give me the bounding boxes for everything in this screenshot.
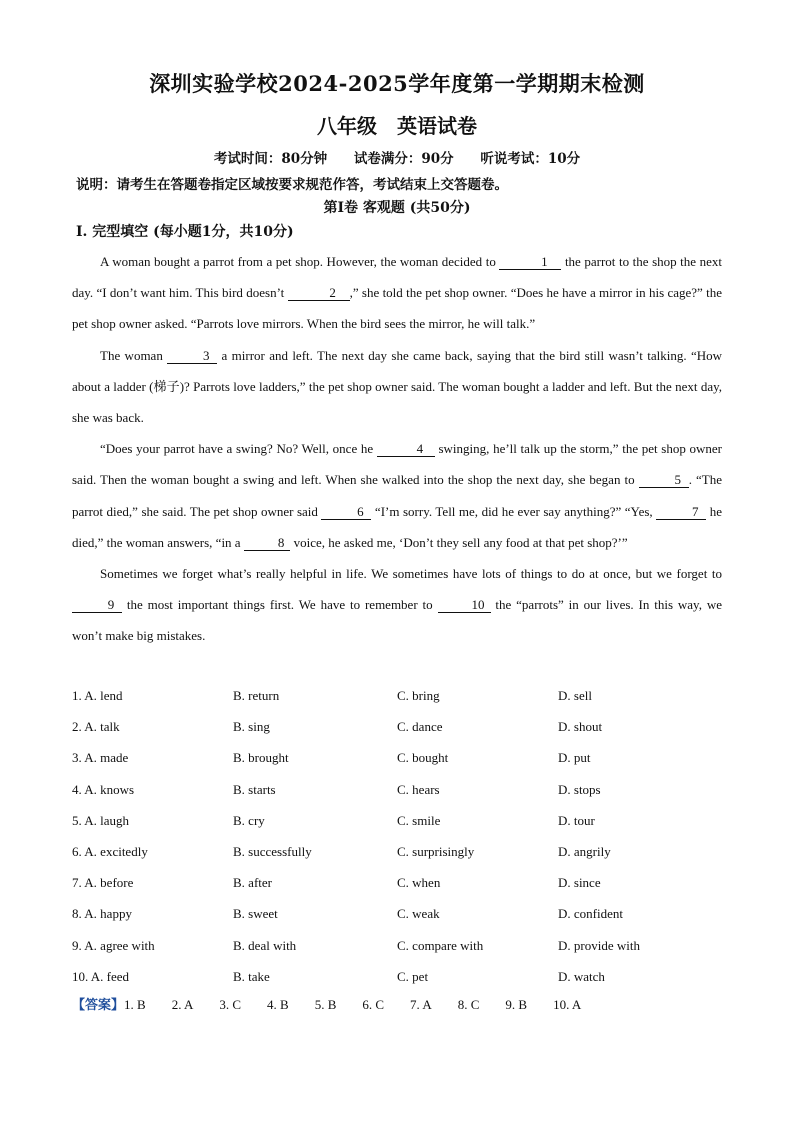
- option-a: 10. A. feed: [72, 968, 130, 984]
- option-d: D. sell: [558, 688, 592, 703]
- passage-text: the “parrots” in our lives. In this way, we won’t make big mistakes.: [72, 597, 722, 644]
- option-d: D. put: [558, 750, 591, 766]
- option-row: [72, 711, 722, 742]
- option-b: B. sing: [233, 719, 270, 735]
- passage-paragraph-3: [72, 433, 722, 558]
- passage-text: Sometimes we forget what’s really helpful in life. We sometimes have lots of things to do at once, but we forget to: [100, 566, 722, 582]
- blank-6: 6: [321, 505, 371, 520]
- option-row: [72, 742, 722, 773]
- blank-3: 3: [167, 349, 217, 364]
- option-c: C. when: [397, 875, 441, 891]
- passage-text: the most important things first. We have to remember to: [122, 597, 438, 613]
- passage-text: the parrot to the shop the next day. “I don’t want him. This bird doesn’t: [72, 254, 722, 301]
- option-d: D. provide with: [558, 937, 640, 953]
- passage-text: voice, he asked me, ‘Don’t they sell any food at that pet shop?’”: [290, 534, 628, 550]
- passage-text: . “The parrot died,” she said. The pet shop owner said: [72, 472, 722, 519]
- passage-paragraph-4: [72, 558, 722, 652]
- answer-item: 8. C: [457, 997, 480, 1012]
- option-d: D. watch: [558, 968, 605, 984]
- answer-item: 9. B: [505, 997, 528, 1012]
- option-b: B. after: [233, 875, 272, 891]
- exam-subtitle: [0, 110, 794, 139]
- blank-5: 5: [639, 473, 689, 488]
- answer-item: 10. A: [553, 997, 582, 1012]
- grade-label: 八年级: [317, 114, 377, 138]
- listening-score: 听说考试：10分: [480, 151, 581, 167]
- option-b: B. deal with: [233, 937, 297, 953]
- answer-item: 4. B: [267, 997, 289, 1012]
- option-b: B. take: [233, 968, 270, 984]
- passage-text: “I’m sorry. Tell me, did he ever say anything?” “Yes,: [371, 503, 657, 519]
- blank-9: 9: [72, 598, 122, 613]
- option-d: D. stops: [558, 781, 601, 797]
- option-c: C. compare with: [397, 937, 484, 953]
- option-row: [72, 961, 722, 992]
- option-c: C. weak: [397, 906, 440, 922]
- passage-text: he died,” the woman answers, “in a: [72, 503, 722, 550]
- passage-text: A woman bought a parrot from a pet shop. However, the woman decided to: [100, 254, 500, 269]
- section-title: Ⅰ. 完型填空 (每小题1分，共10分): [76, 224, 294, 240]
- option-row: [72, 680, 722, 711]
- option-a: 6. A. excitedly: [72, 843, 148, 859]
- instructions: 说明：请考生在答题卷指定区域按要求规范作答，考试结束上交答题卷。: [76, 177, 508, 193]
- passage-text: The woman: [100, 347, 168, 363]
- option-a: 7. A. before: [72, 875, 134, 891]
- option-a: 9. A. agree with: [72, 937, 155, 953]
- option-c: C. hears: [397, 781, 440, 797]
- exam-title: 深圳实验学校2024-2025学年度第一学期期末检测: [149, 71, 645, 96]
- option-b: B. starts: [233, 781, 276, 797]
- answer-item: 6. C: [362, 997, 385, 1012]
- passage-text: a mirror and left. The next day she came back, saying that the bird still wasn’t talking. “How about a ladder (梯子)? Parrots love ladders,” the pet shop owner said. The woman bought a ladder and left. But the next day, she was back.: [72, 347, 722, 426]
- blank-2: 2: [288, 286, 350, 301]
- cloze-passage: [72, 246, 722, 652]
- option-row: [72, 898, 722, 929]
- exam-meta: [0, 147, 794, 167]
- option-d: D. shout: [558, 719, 603, 735]
- option-row: [72, 867, 722, 898]
- answer-item: 2. A: [171, 997, 194, 1012]
- option-b: B. sweet: [233, 906, 278, 922]
- answer-options: [72, 680, 722, 992]
- option-a: 4. A. knows: [72, 781, 135, 797]
- option-c: C. bring: [397, 688, 440, 703]
- option-b: B. return: [233, 688, 280, 703]
- blank-4: 4: [377, 442, 435, 457]
- option-d: D. angrily: [558, 843, 611, 859]
- passage-paragraph-2: [72, 340, 722, 434]
- option-row: [72, 805, 722, 836]
- option-b: B. cry: [233, 812, 265, 828]
- passage-paragraph-1: [72, 246, 722, 340]
- passage-text: “Does your parrot have a swing? No? Well, once he: [100, 441, 377, 457]
- answer-item: 3. C: [219, 997, 242, 1012]
- option-row: [72, 774, 722, 805]
- option-d: D. tour: [558, 812, 595, 828]
- answer-key: [72, 994, 607, 1013]
- option-b: B. brought: [233, 750, 289, 766]
- option-c: C. dance: [397, 719, 443, 735]
- option-d: D. confident: [558, 906, 623, 922]
- passage-text: ,” she told the pet shop owner. “Does he have a mirror in his cage?” the pet shop owner asked. “Parrots love mirrors. When the bird sees the mirror, he will talk.”: [72, 285, 722, 332]
- blank-10: 10: [438, 598, 491, 613]
- option-a: 8. A. happy: [72, 906, 132, 922]
- answer-label: 【答案】: [72, 998, 125, 1013]
- blank-1: 1: [499, 255, 561, 270]
- full-score: 试卷满分：90分: [353, 151, 454, 167]
- answer-item: 7. A: [410, 997, 432, 1012]
- passage-text: swinging, he’ll talk up the storm,” the pet shop owner said. Then the woman bought a swing and left. When she walked into the shop the next day, she began to: [72, 441, 723, 488]
- option-c: C. surprisingly: [397, 843, 475, 859]
- option-row: [72, 930, 722, 961]
- answer-item: 5. B: [314, 997, 337, 1012]
- option-a: 2. A. talk: [72, 719, 120, 735]
- option-a: 5. A. laugh: [72, 812, 130, 828]
- blank-8: 8: [244, 536, 291, 551]
- part-title: 第Ⅰ卷 客观题 (共50分): [323, 200, 471, 216]
- subject-label: 英语试卷: [397, 114, 477, 138]
- answer-item: 1. B: [124, 997, 146, 1012]
- option-c: C. smile: [397, 812, 441, 828]
- option-c: C. pet: [397, 968, 429, 984]
- option-b: B. successfully: [233, 843, 312, 859]
- option-d: D. since: [558, 875, 601, 891]
- option-a: 3. A. made: [72, 750, 129, 766]
- exam-time: 考试时间：80分钟: [213, 151, 328, 167]
- option-row: [72, 836, 722, 867]
- option-a: 1. A. lend: [72, 688, 123, 703]
- blank-7: 7: [656, 505, 706, 520]
- option-c: C. bought: [397, 750, 449, 766]
